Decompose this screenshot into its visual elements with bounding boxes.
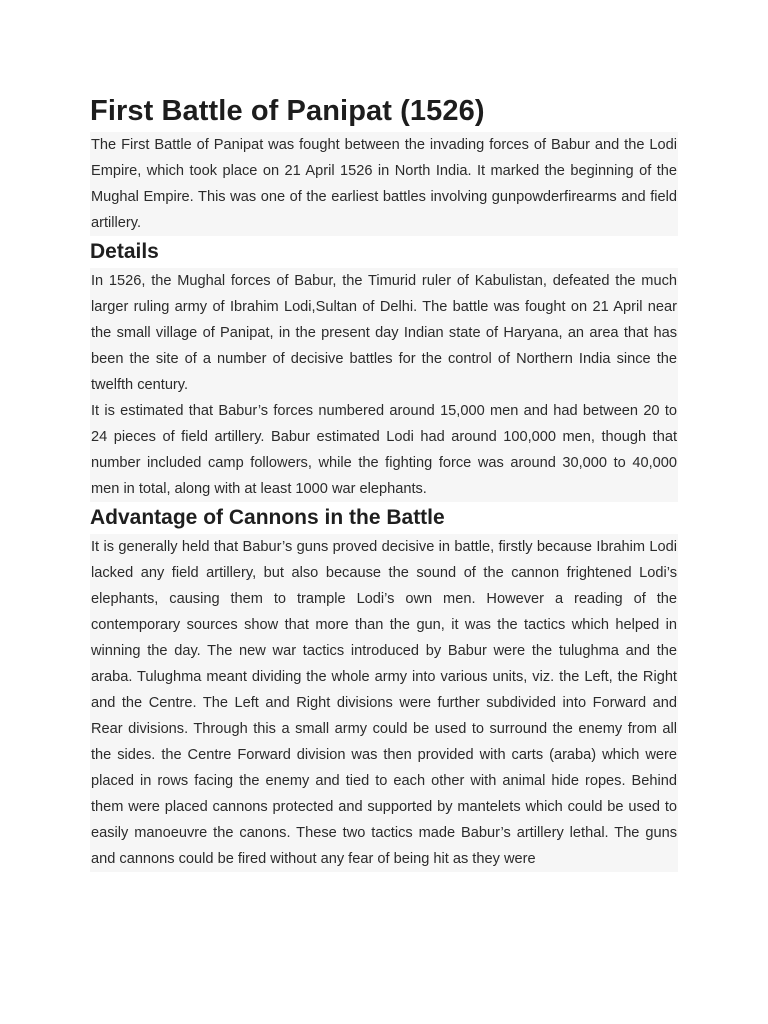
article-body [90,92,678,872]
section-heading-cannons: Advantage of Cannons in the Battle [90,506,445,529]
details-paragraph-1: In 1526, the Mughal forces of Babur, the Timurid ruler of Kabulistan, defeated the much larger ruling army of Ibrahim Lodi,Sultan of Delhi. The battle was fought on 21 April near the small village of Panipat, in the present day Indian state of Haryana, an area that has been the site of a number of decisive battles for the control of Northern India since the twelfth century. [90,268,678,398]
intro-paragraph: The First Battle of Panipat was fought between the invading forces of Babur and the Lodi Empire, which took place on 21 April 1526 in North India. It marked the beginning of the Mughal Empire. This was one of the earliest battles involving gunpowderfirearms and field artillery. [90,132,678,236]
details-paragraph-2: It is estimated that Babur’s forces numbered around 15,000 men and had between 20 to 24 pieces of field artillery. Babur estimated Lodi had around 100,000 men, though that number included camp followers, while the fighting force was around 30,000 to 40,000 men in total, along with at least 1000 war elephants. [90,398,678,502]
article-title: First Battle of Panipat (1526) [90,95,485,127]
section-heading-details: Details [90,240,159,263]
cannons-paragraph-1: It is generally held that Babur’s guns proved decisive in battle, firstly because Ibrahim Lodi lacked any field artillery, but also because the sound of the cannon frightened Lodi’s elephants, causing them to trample Lodi’s own men. However a reading of the contemporary sources show that more than the gun, it was the tactics which helped in winning the day. The new war tactics introduced by Babur were the tulughma and the araba. Tulughma meant dividing the whole army into various units, viz. the Left, the Right and the Centre. The Left and Right divisions were further subdivided into Forward and Rear divisions. Through this a small army could be used to surround the enemy from all the sides. the Centre Forward division was then provided with carts (araba) which were placed in rows facing the enemy and tied to each other with animal hide ropes. Behind them were placed cannons protected and supported by mantelets which could be used to easily manoeuvre the canons. These two tactics made Babur’s artillery lethal. The guns and cannons could be fired without any fear of being hit as they were [90,534,678,872]
